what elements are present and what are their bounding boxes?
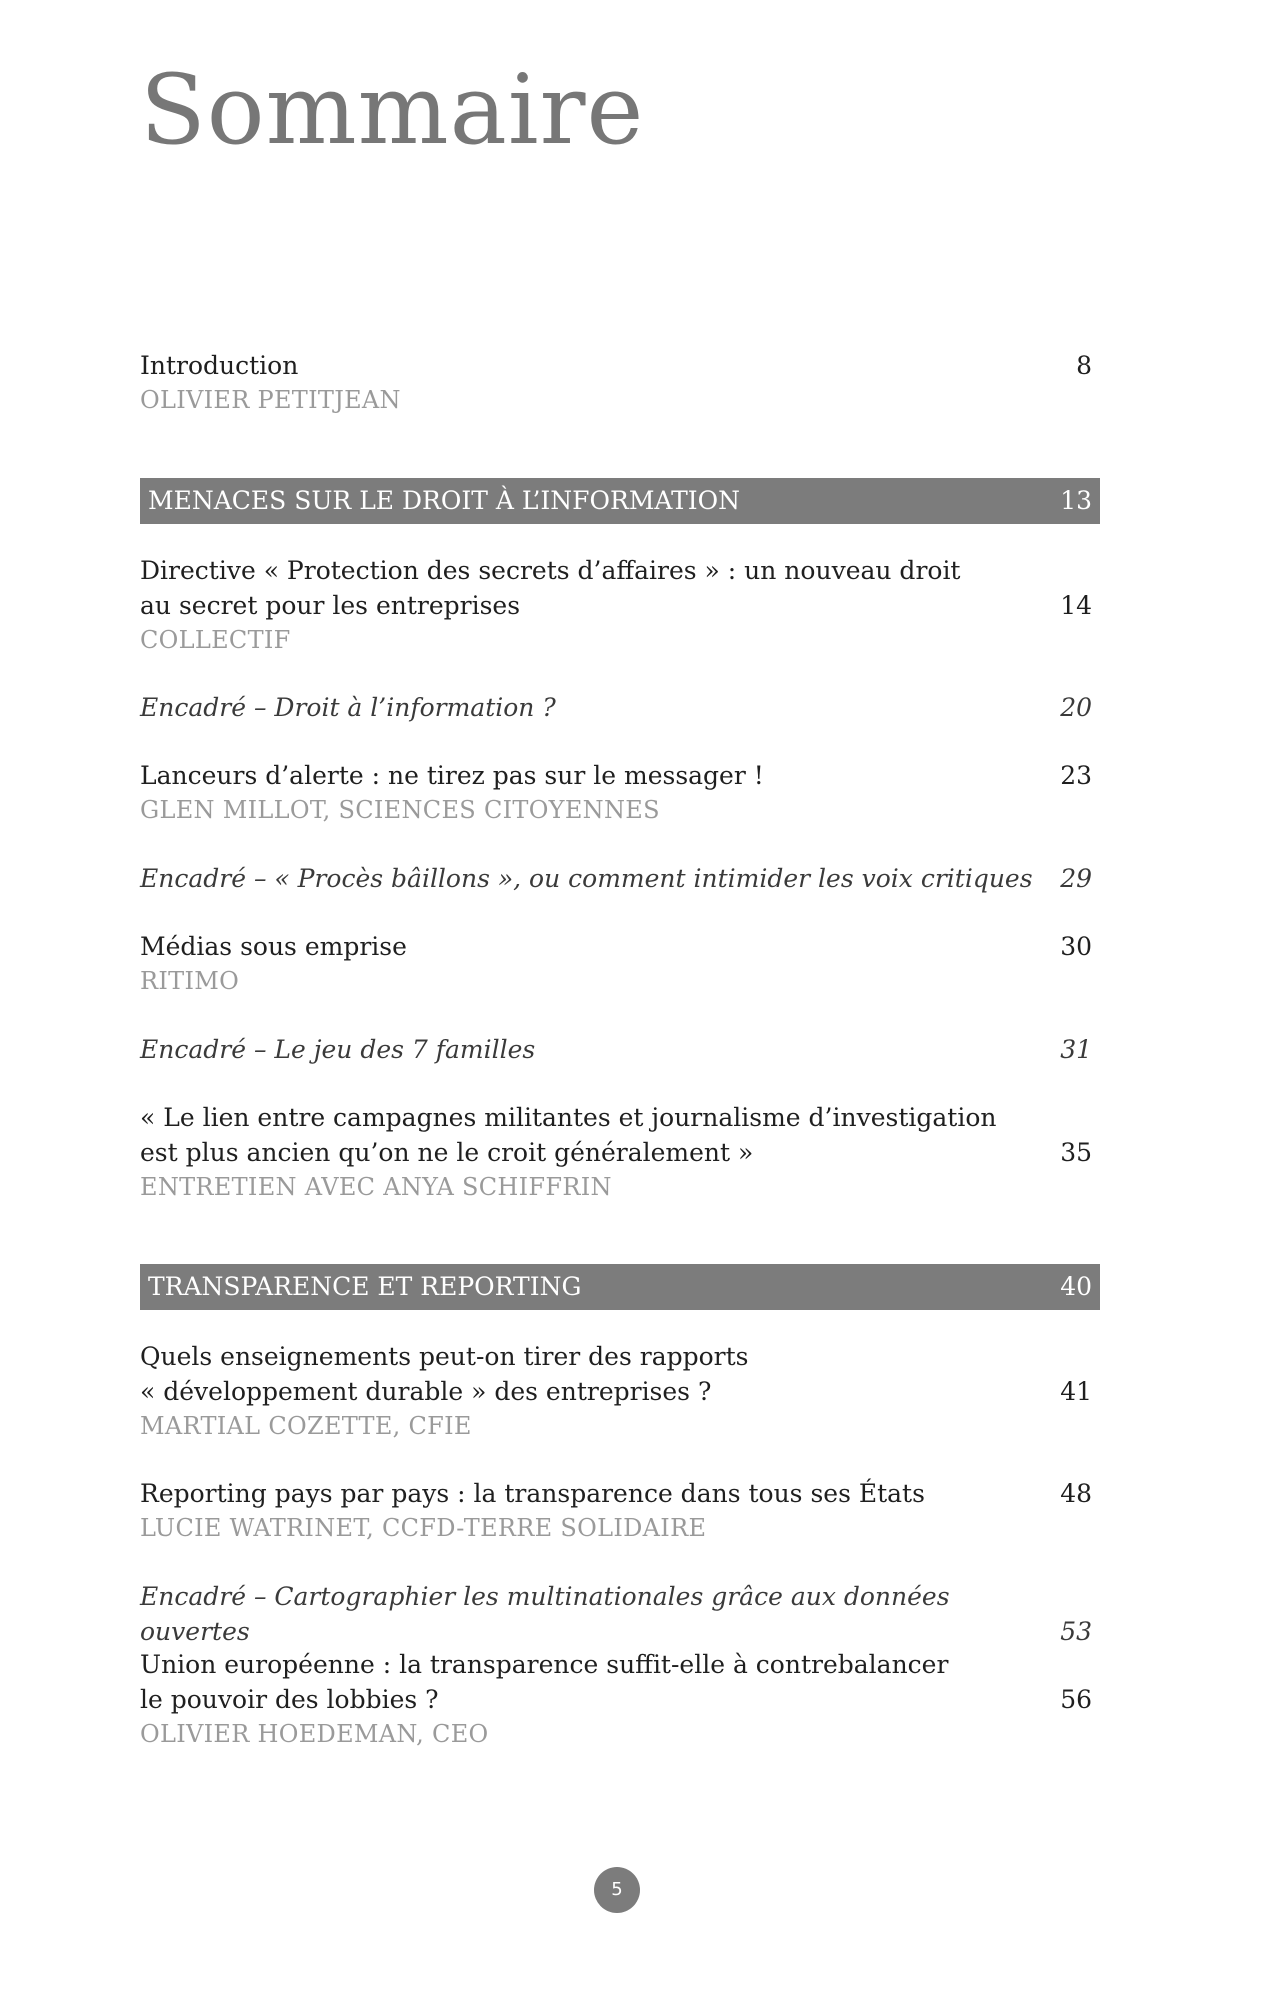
entry-author: GLEN MILLOT, SCIENCES CITOYENNES — [140, 796, 660, 824]
entry-page: 35 — [1060, 1138, 1092, 1167]
toc-entry[interactable] — [140, 929, 1100, 999]
entry-page: 31 — [1060, 1035, 1092, 1064]
toc-entry-introduction[interactable] — [140, 348, 1100, 418]
entry-page: 30 — [1060, 932, 1092, 961]
entry-page: 23 — [1060, 761, 1092, 790]
section-page: 40 — [1060, 1272, 1092, 1301]
entry-title-line-1: Union européenne : la transparence suffit-elle à contrebalancer — [140, 1650, 949, 1679]
toc-encadre[interactable] — [140, 1032, 1100, 1067]
entry-author: MARTIAL COZETTE, CFIE — [140, 1412, 472, 1440]
entry-author: RITIMO — [140, 967, 240, 995]
page-title: Sommaire — [140, 54, 645, 166]
toc-encadre[interactable] — [140, 690, 1100, 725]
section-title: MENACES SUR LE DROIT À L’INFORMATION — [148, 486, 741, 515]
entry-title-line-2: « développement durable » des entreprises ? — [140, 1377, 712, 1406]
entry-author: ENTRETIEN AVEC ANYA SCHIFFRIN — [140, 1173, 612, 1201]
section-page: 13 — [1060, 486, 1092, 515]
entry-title: Médias sous emprise — [140, 932, 407, 961]
toc-entry[interactable] — [140, 758, 1100, 828]
section-title: TRANSPARENCE ET REPORTING — [148, 1272, 582, 1301]
entry-author: OLIVIER HOEDEMAN, CEO — [140, 1720, 489, 1748]
entry-title: Encadré – Cartographier les multinationales grâce aux données ouvertes — [140, 1582, 950, 1646]
toc-entry[interactable] — [140, 1476, 1100, 1546]
toc-encadre[interactable] — [140, 861, 1100, 896]
entry-author: OLIVIER PETITJEAN — [140, 386, 401, 414]
entry-title-line-1: « Le lien entre campagnes militantes et journalisme d’investigation — [140, 1103, 997, 1132]
entry-page: 8 — [1076, 351, 1092, 380]
entry-title: Reporting pays par pays : la transparence dans tous ses États — [140, 1479, 925, 1508]
entry-page: 48 — [1060, 1479, 1092, 1508]
entry-author: COLLECTIF — [140, 626, 291, 654]
section-header-menaces[interactable] — [140, 478, 1100, 524]
entry-page: 20 — [1060, 693, 1092, 722]
toc-entry[interactable] — [140, 553, 1100, 658]
entry-title: Encadré – Le jeu des 7 familles — [140, 1035, 536, 1064]
entry-title: Introduction — [140, 351, 299, 380]
section-header-transparence[interactable] — [140, 1264, 1100, 1310]
entry-page: 41 — [1060, 1377, 1092, 1406]
entry-page: 14 — [1060, 591, 1092, 620]
entry-page: 53 — [1060, 1617, 1092, 1646]
entry-title: Encadré – Droit à l’information ? — [140, 693, 556, 722]
toc-entry[interactable] — [140, 1339, 1100, 1444]
entry-title: Lanceurs d’alerte : ne tirez pas sur le messager ! — [140, 761, 764, 790]
entry-author: LUCIE WATRINET, CCFD-TERRE SOLIDAIRE — [140, 1514, 707, 1542]
entry-title-line-1: Quels enseignements peut-on tirer des rapports — [140, 1342, 749, 1371]
entry-title: Encadré – « Procès bâillons », ou comment intimider les voix critiques — [140, 864, 1033, 893]
entry-title-line-2: au secret pour les entreprises — [140, 591, 521, 620]
entry-page: 29 — [1060, 864, 1092, 893]
toc-entry[interactable] — [140, 1647, 1100, 1752]
entry-title-line-2: le pouvoir des lobbies ? — [140, 1685, 439, 1714]
page-number-badge: 5 — [594, 1867, 640, 1913]
toc-entry[interactable] — [140, 1100, 1100, 1205]
entry-page: 56 — [1060, 1685, 1092, 1714]
toc-encadre[interactable] — [140, 1579, 1100, 1649]
entry-title-line-1: Directive « Protection des secrets d’affaires » : un nouveau droit — [140, 556, 961, 585]
entry-title-line-2: est plus ancien qu’on ne le croit généralement » — [140, 1138, 754, 1167]
